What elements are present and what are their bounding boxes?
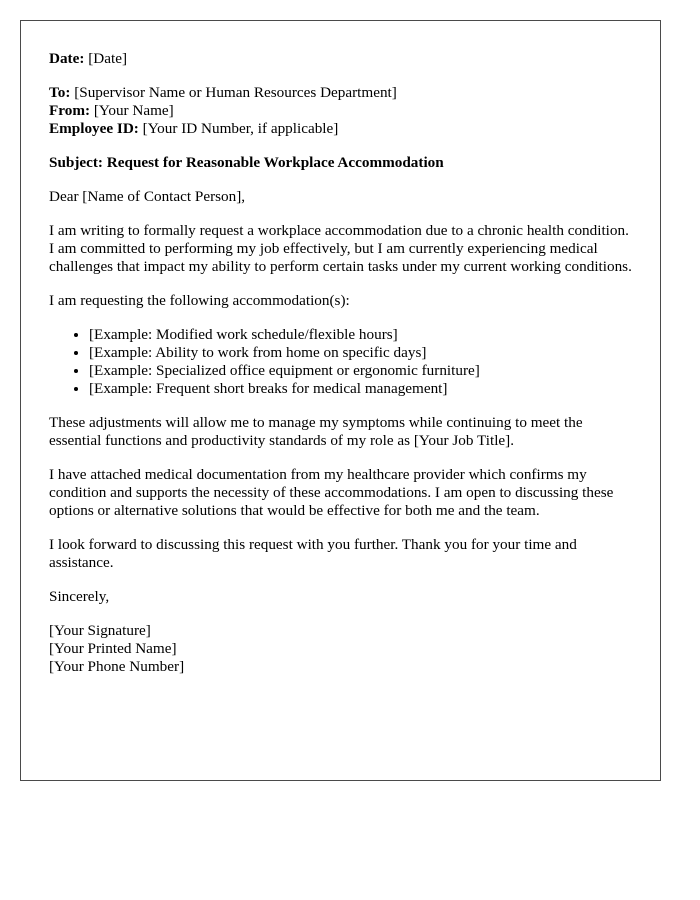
employee-id-value: [Your ID Number, if applicable] xyxy=(138,120,339,137)
from-line xyxy=(49,102,632,120)
signature-block xyxy=(49,622,632,676)
date-line xyxy=(49,50,632,68)
list-item: • [Example: Specialized office equipment or ergonomic furniture] xyxy=(89,362,632,380)
list-item: • [Example: Frequent short breaks for medical management] xyxy=(89,380,632,398)
to-value: [Supervisor Name or Human Resources Department] xyxy=(70,84,397,101)
sign-off: Sincerely, xyxy=(49,588,110,605)
printed-name-placeholder: [Your Printed Name] xyxy=(49,640,177,657)
list-intro: I am requesting the following accommodation(s): xyxy=(49,292,350,309)
date-label: Date: xyxy=(49,50,85,67)
employee-id-line xyxy=(49,120,632,138)
letter-document xyxy=(20,20,661,781)
closing-paragraph: I look forward to discussing this request with you further. Thank you for your time and assistance. xyxy=(49,536,577,571)
date-value: [Date] xyxy=(84,50,128,67)
from-label: From: xyxy=(49,102,91,119)
signature-placeholder: [Your Signature] xyxy=(49,622,151,639)
list-item: • [Example: Ability to work from home on specific days] xyxy=(89,344,632,362)
to-line xyxy=(49,84,632,102)
to-label: To: xyxy=(49,84,71,101)
list-item: • [Example: Modified work schedule/flexible hours] xyxy=(89,326,632,344)
salutation: Dear [Name of Contact Person], xyxy=(49,188,246,205)
adjustments-paragraph: These adjustments will allow me to manage my symptoms while continuing to meet the essential functions and productivity standards of my role as [Your Job Title]. xyxy=(49,414,583,449)
intro-paragraph: I am writing to formally request a workplace accommodation due to a chronic health condition. I am committed to performing my job effectively, but I am currently experiencing medical challenges that impact my ability to perform certain tasks under my current working conditions. xyxy=(49,222,632,275)
accommodation-list xyxy=(49,326,632,398)
documentation-paragraph: I have attached medical documentation from my healthcare provider which confirms my condition and supports the necessity of these accommodations. I am open to discussing these options or alternative solutions that would be effective for both me and the team. xyxy=(49,466,614,519)
from-value: [Your Name] xyxy=(90,102,174,119)
subject-text: Subject: Request for Reasonable Workplace Accommodation xyxy=(49,154,444,171)
employee-id-label: Employee ID: xyxy=(49,120,139,137)
phone-placeholder: [Your Phone Number] xyxy=(49,658,185,675)
subject-line xyxy=(49,154,632,172)
